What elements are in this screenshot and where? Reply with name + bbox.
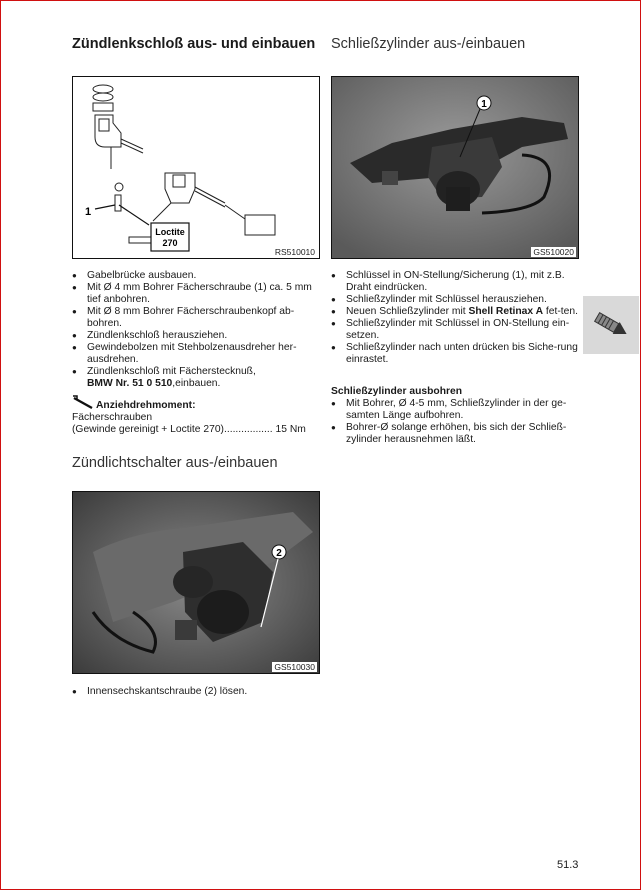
loctite-number: 270 bbox=[162, 238, 178, 248]
drill-subheading: Schließzylinder ausbohren bbox=[331, 386, 463, 397]
callout-2: 2 bbox=[276, 548, 282, 559]
lock-exploded-illustration bbox=[73, 77, 319, 258]
torque-line2-row bbox=[72, 424, 322, 436]
list-item: ● Schlüssel in ON-Stellung/Sicherung (1), mit z.B. Draht eindrücken. bbox=[331, 270, 581, 294]
list-item: ● Mit Ø 4 mm Bohrer Fächerschraube (1) ca. 5 mm tief anbohren. bbox=[72, 282, 320, 306]
torque-title-row bbox=[72, 400, 322, 412]
callout-1-photo: 1 bbox=[481, 99, 487, 110]
list-item: ● Bohrer-Ø solange erhöhen, bis sich der Schließ-zylinder herausnehmen läßt. bbox=[331, 422, 581, 446]
page-number: 51.3 bbox=[557, 859, 579, 871]
torque-wrench-icon bbox=[72, 395, 94, 411]
list-item: ● Innensechskantschraube (2) lösen. bbox=[72, 686, 320, 698]
section-title-switch: Zündlichtschalter aus-/einbauen bbox=[72, 455, 278, 471]
torque-title: Anziehdrehmoment: bbox=[96, 400, 196, 411]
torque-dots: ................. bbox=[223, 424, 273, 435]
ignition-lock-photo bbox=[332, 77, 578, 258]
list-item: ● Mit Ø 8 mm Bohrer Fächerschraubenkopf ab-bohren. bbox=[72, 306, 320, 330]
tool-number: BMW Nr. 51 0 510 bbox=[87, 378, 173, 389]
switch-steps-list bbox=[72, 686, 320, 698]
torque-condition: (Gewinde gereinigt + Loctite 270) bbox=[72, 424, 224, 435]
step-text: Neuen Schließzylinder mit bbox=[346, 306, 469, 317]
bolt-icon bbox=[583, 296, 639, 354]
page-title: Zündlenkschloß aus- und einbauen bbox=[72, 36, 316, 52]
torque-line1: Fächerschrauben bbox=[72, 412, 153, 423]
torque-value: 15 Nm bbox=[275, 424, 306, 435]
list-item bbox=[72, 366, 320, 390]
list-item: ● Zündlenkschloß herausziehen. bbox=[72, 330, 320, 342]
torque-spec bbox=[72, 400, 322, 436]
figure-code: GS510030 bbox=[274, 662, 315, 672]
section-tab bbox=[583, 296, 639, 354]
step-text: Zündlenkschloß mit Fächerstecknuß, bbox=[87, 366, 256, 377]
step-text-after: fet-ten. bbox=[543, 306, 578, 317]
section-title-cylinder: Schließzylinder aus-/einbauen bbox=[331, 36, 526, 52]
callout-1: 1 bbox=[85, 206, 92, 218]
removal-steps-list bbox=[72, 270, 320, 390]
list-item: ● Mit Bohrer, Ø 4-5 mm, Schließzylinder in der ge-samten Länge aufbohren. bbox=[331, 398, 581, 422]
figure-photo-cylinder bbox=[331, 76, 579, 259]
list-item: ● Schließzylinder mit Schlüssel herausziehen. bbox=[331, 294, 581, 306]
list-item: ● Schließzylinder mit Schlüssel in ON-Stellung ein-setzen. bbox=[331, 318, 581, 342]
figure-code: RS510010 bbox=[274, 247, 315, 257]
list-item: ● Gewindebolzen mit Stehbolzenausdreher her-ausdrehen. bbox=[72, 342, 320, 366]
grease-name: Shell Retinax A bbox=[468, 306, 544, 317]
loctite-label: Loctite bbox=[155, 227, 185, 237]
cylinder-steps-list bbox=[331, 270, 581, 366]
step-text-after: ,einbauen. bbox=[172, 378, 221, 389]
list-item: ● Schließzylinder nach unten drücken bis Siche-rung einrastet. bbox=[331, 342, 581, 366]
figure-photo-switch bbox=[72, 491, 320, 674]
light-switch-photo bbox=[73, 492, 319, 673]
drill-steps-list bbox=[331, 398, 581, 446]
figure-code: GS510020 bbox=[533, 247, 574, 257]
list-item bbox=[331, 306, 581, 318]
list-item: ● Gabelbrücke ausbauen. bbox=[72, 270, 320, 282]
figure-exploded-drawing bbox=[72, 76, 320, 259]
